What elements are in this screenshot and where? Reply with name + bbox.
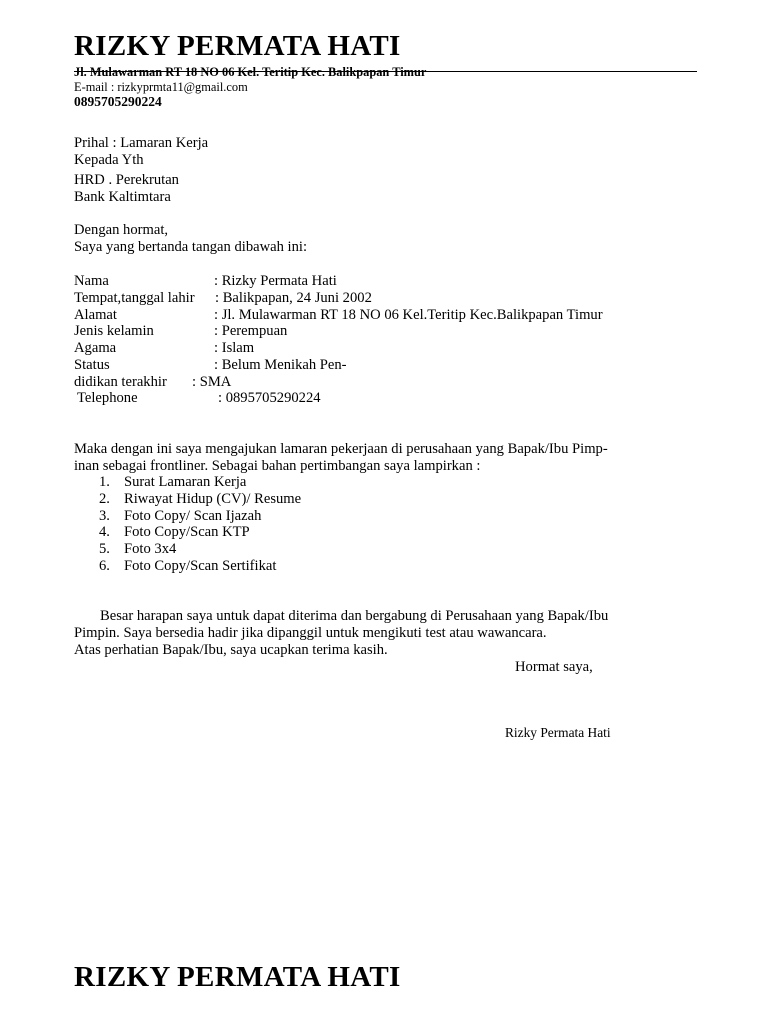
list-item-number: 2. [99, 491, 110, 507]
signature-name: Rizky Permata Hati [505, 725, 611, 740]
signature-closing: Hormat saya, [515, 659, 593, 675]
field-label-alamat: Alamat [74, 307, 117, 323]
closing-paragraph-line-2: Pimpin. Saya bersedia hadir jika dipanggil untuk mengikuti test atau wawancara. [74, 625, 547, 641]
footer-name: RIZKY PERMATA HATI [74, 961, 401, 993]
field-value-alamat: : Jl. Mulawarman RT 18 NO 06 Kel.Teritip Kec.Balikpapan Timur [214, 307, 603, 323]
header-email: E-mail : rizkyprmta11@gmail.com [74, 80, 248, 94]
list-item-number: 5. [99, 541, 110, 557]
recipient-line-1: HRD . Perekrutan [74, 172, 179, 188]
field-label-telephone: Telephone [77, 390, 138, 406]
greeting: Dengan hormat, [74, 222, 169, 238]
closing-paragraph-line-1: Besar harapan saya untuk dapat diterima dan bergabung di Perusahaan yang Bapak/Ibu [100, 608, 609, 624]
body-paragraph-line-1: Maka dengan ini saya mengajukan lamaran pekerjaan di perusahaan yang Bapak/Ibu Pimp- [74, 441, 608, 457]
header-phone: 0895705290224 [74, 94, 162, 109]
header-divider [74, 71, 697, 72]
body-paragraph-line-2: inan sebagai frontliner. Sebagai bahan pertimbangan saya lampirkan : [74, 458, 481, 474]
field-value-status: : Belum Menikah Pen- [214, 357, 347, 373]
list-item: Surat Lamaran Kerja [124, 474, 247, 490]
list-item: Foto Copy/Scan Sertifikat [124, 558, 277, 574]
field-label-ttl: Tempat,tanggal lahir [74, 290, 195, 306]
to-line: Kepada Yth [74, 152, 144, 168]
field-value-telephone: : 0895705290224 [218, 390, 321, 406]
field-value-nama: : Rizky Permata Hati [214, 273, 337, 289]
subject-line: Prihal : Lamaran Kerja [74, 135, 209, 151]
list-item: Foto 3x4 [124, 541, 177, 557]
field-label-agama: Agama [74, 340, 117, 356]
recipient-line-2: Bank Kaltimtara [74, 189, 171, 205]
header-address: Jl. Mulawarman RT 18 NO 06 Kel. Teritip Kec. Balikpapan Timur [74, 65, 427, 79]
field-label-jenis-kelamin: Jenis kelamin [74, 323, 154, 339]
list-item-number: 1. [99, 474, 110, 490]
list-item-number: 6. [99, 558, 110, 574]
list-item: Foto Copy/ Scan Ijazah [124, 508, 262, 524]
field-value-ttl: : Balikpapan, 24 Juni 2002 [215, 290, 372, 306]
field-value-agama: : Islam [214, 340, 255, 356]
closing-paragraph-line-3: Atas perhatian Bapak/Ibu, saya ucapkan terima kasih. [74, 642, 388, 658]
list-item: Riwayat Hidup (CV)/ Resume [124, 491, 302, 507]
statement: Saya yang bertanda tangan dibawah ini: [74, 239, 308, 255]
header-name: RIZKY PERMATA HATI [74, 30, 401, 62]
field-value-pendidikan: : SMA [192, 374, 232, 390]
field-label-nama: Nama [74, 273, 109, 289]
field-label-status: Status [74, 357, 110, 373]
list-item: Foto Copy/Scan KTP [124, 524, 250, 540]
field-label-pendidikan: didikan terakhir [74, 374, 167, 390]
list-item-number: 3. [99, 508, 110, 524]
list-item-number: 4. [99, 524, 110, 540]
field-value-jenis-kelamin: : Perempuan [214, 323, 288, 339]
